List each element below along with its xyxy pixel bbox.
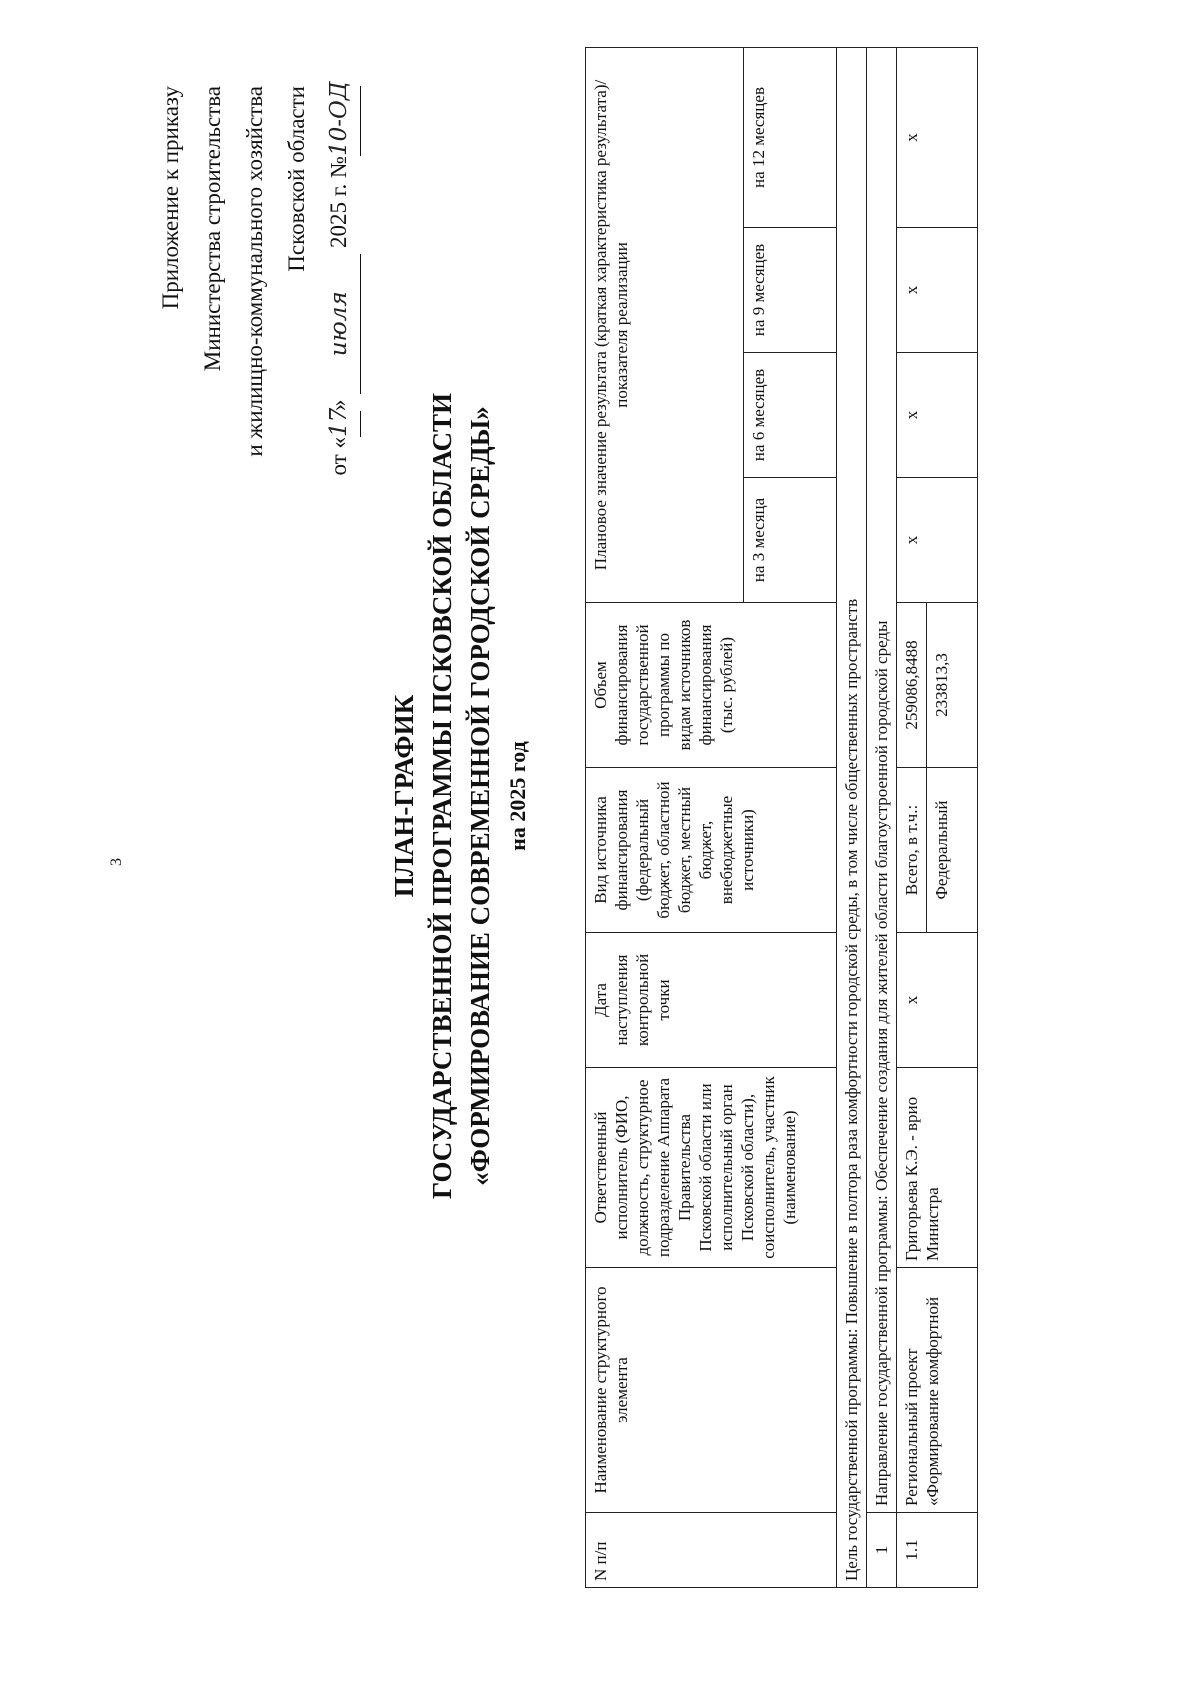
row-num: 1.1 xyxy=(897,1513,978,1588)
direction-num: 1 xyxy=(867,1513,897,1588)
header-date: Дата наступления контрольной точки xyxy=(586,933,837,1068)
date-prefix: от « xyxy=(326,437,351,476)
page-number: 3 xyxy=(108,858,125,866)
title-line-2: ГОСУДАРСТВЕННОЙ ПРОГРАММЫ ПСКОВСКОЙ ОБЛАСТИ xyxy=(427,392,457,1200)
title-year: на 2025 год xyxy=(505,741,530,851)
header-row xyxy=(586,47,744,1587)
row-m9: x xyxy=(897,228,978,353)
date-year: 2025 г. № xyxy=(326,156,351,249)
header-m9: на 9 месяцев xyxy=(744,228,837,353)
row-responsible: Григорьева К.Э. - врио Министра xyxy=(897,1068,978,1268)
approval-stamp xyxy=(150,81,361,556)
row-m6: x xyxy=(897,353,978,478)
title-line-3: «ФОРМИРОВАНИЕ СОВРЕМЕННОЙ ГОРОДСКОЙ СРЕДЫ» xyxy=(465,406,495,1186)
approval-line-1: Приложение к приказу xyxy=(158,86,183,310)
source-total: Всего, в т.ч.: xyxy=(902,804,921,896)
header-m12: на 12 месяцев xyxy=(744,47,837,227)
row-m3: x xyxy=(897,478,978,603)
direction-row xyxy=(867,47,897,1587)
header-volume: Объем финансирования государственной программы по видам источников финансирования (тыс. рублей) xyxy=(586,603,837,768)
date-day: 17 xyxy=(318,411,361,437)
table-row xyxy=(897,47,978,1587)
header-planned: Плановое значение результата (краткая характеристика результата)/показателя реализации xyxy=(586,47,744,602)
row-volumes xyxy=(897,603,978,768)
row-date: x xyxy=(897,933,978,1068)
row-name: Региональный проект «Формирование комфортной xyxy=(897,1268,978,1513)
header-responsible: Ответственный исполнитель (ФИО, должность, структурное подразделение Аппарата Правительства Псковской области или исполнительный орган Псковской области), соисполнитель, участник (наименование) xyxy=(586,1068,837,1268)
header-num: N п/п xyxy=(586,1513,837,1588)
order-number: 10-ОД xyxy=(318,86,361,156)
volume-total: 259086,8488 xyxy=(902,640,921,730)
goal-row xyxy=(837,47,867,1587)
approval-line-4: Псковской области xyxy=(284,86,309,272)
approval-line-3: и жилищно-коммунального хозяйства xyxy=(242,86,267,457)
direction-text: Направление государственной программы: Обеспечение создания для жителей области благоустроенной городской среды xyxy=(867,47,897,1512)
row-sources xyxy=(897,768,978,933)
approval-line-2: Министерства строительства xyxy=(200,86,225,372)
document-title xyxy=(385,196,537,1396)
header-source: Вид источника финансирования (федеральный бюджет, областной бюджет, местный бюджет, внебюджетные источники) xyxy=(586,768,837,933)
row-m12: x xyxy=(897,47,978,227)
header-name: Наименование структурного элемента xyxy=(586,1268,837,1513)
plan-table xyxy=(585,47,978,1588)
title-line-1: ПЛАН-ГРАФИК xyxy=(389,694,419,898)
goal-text: Цель государственной программы: Повышение в полтора раза комфортности городской среды, в том числе общественных пространств xyxy=(837,47,867,1587)
header-m3: на 3 месяца xyxy=(744,478,837,603)
date-month: июля xyxy=(318,254,361,394)
day-suffix: » xyxy=(326,399,351,412)
source-federal: Федеральный xyxy=(927,768,957,932)
approval-date-line xyxy=(318,81,361,556)
header-m6: на 6 месяцев xyxy=(744,353,837,478)
volume-federal: 233813,3 xyxy=(927,603,957,767)
